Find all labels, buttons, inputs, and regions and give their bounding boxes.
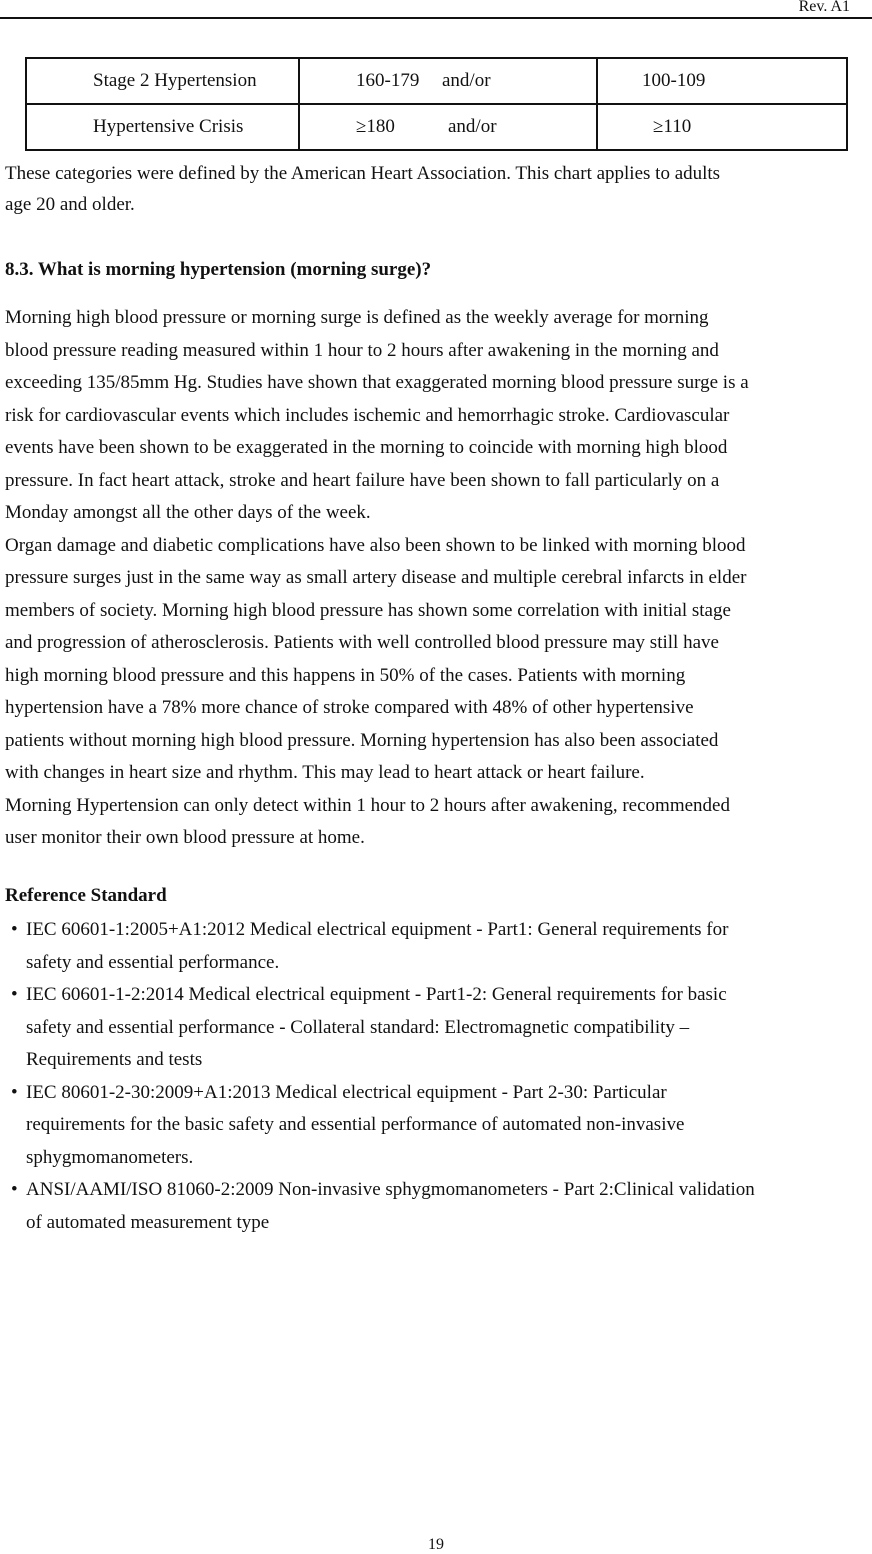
paragraph-line: Organ damage and diabetic complications have also been shown to be linked with morning blood — [5, 534, 746, 556]
header-rule — [0, 17, 872, 19]
paragraph-line: events have been shown to be exaggerated in the morning to coincide with morning high blood — [5, 437, 728, 458]
paragraph-line: with changes in heart size and rhythm. This may lead to heart attack or heart failure. — [5, 762, 645, 783]
reference-item — [5, 1174, 755, 1239]
reference-line: Requirements and tests — [26, 1049, 203, 1070]
section-body — [5, 302, 749, 855]
reference-heading: Reference Standard — [5, 885, 167, 906]
category-cell: Hypertensive Crisis — [26, 104, 299, 150]
paragraph-line: exceeding 135/85mm Hg. Studies have shown that exaggerated morning blood pressure surge is a — [5, 372, 749, 393]
reference-item — [5, 979, 755, 1077]
reference-line: requirements for the basic safety and essential performance of automated non-invasive — [26, 1114, 685, 1135]
reference-line: IEC 80601-2-30:2009+A1:2013 Medical electrical equipment - Part 2-30: Particular — [26, 1081, 667, 1103]
diastolic-cell: 100-109 — [597, 58, 847, 104]
diastolic-cell: ≥110 — [597, 104, 847, 150]
bp-category-table — [25, 57, 848, 151]
reference-line: IEC 60601-1-2:2014 Medical electrical equipment - Part1-2: General requirements for basic — [26, 984, 727, 1005]
reference-line: safety and essential performance. — [26, 951, 280, 973]
paragraph-line: patients without morning high blood pressure. Morning hypertension has also been associated — [5, 729, 719, 751]
paragraph-line: members of society. Morning high blood pressure has shown some correlation with initial stage — [5, 599, 731, 621]
category-cell: Stage 2 Hypertension — [26, 58, 299, 104]
paragraph-line: and progression of atherosclerosis. Patients with well controlled blood pressure may still have — [5, 632, 719, 653]
paragraph-line: hypertension have a 78% more chance of stroke compared with 48% of other hypertensive — [5, 697, 694, 718]
reference-line: safety and essential performance - Collateral standard: Electromagnetic compatibility – — [26, 1016, 690, 1038]
paragraph-line: pressure. In fact heart attack, stroke and heart failure have been shown to fall particularly on a — [5, 469, 720, 491]
bullet-icon: • — [11, 919, 18, 940]
paragraph-line: blood pressure reading measured within 1 hour to 2 hours after awakening in the morning and — [5, 339, 719, 361]
reference-item — [5, 1077, 755, 1175]
systolic-value: 160-179 — [356, 70, 420, 91]
reference-list — [5, 914, 755, 1239]
reference-line: of automated measurement type — [26, 1211, 270, 1233]
conjunction: and/or — [442, 70, 491, 91]
reference-line: ANSI/AAMI/ISO 81060-2:2009 Non-invasive sphygmomanometers - Part 2:Clinical validation — [26, 1179, 755, 1200]
reference-item — [5, 914, 755, 979]
note-line: age 20 and older. — [5, 194, 135, 215]
systolic-value: ≥180 — [356, 116, 395, 137]
bullet-icon: • — [11, 1179, 18, 1200]
reference-line: IEC 60601-1:2005+A1:2012 Medical electrical equipment - Part1: General requirements for — [26, 919, 729, 940]
systolic-cell — [299, 104, 597, 150]
note-line: These categories were defined by the American Heart Association. This chart applies to adults — [5, 163, 721, 184]
page-number: 19 — [428, 1536, 444, 1553]
systolic-cell — [299, 58, 597, 104]
paragraph-line: high morning blood pressure and this happens in 50% of the cases. Patients with morning — [5, 664, 686, 686]
paragraph-line: pressure surges just in the same way as small artery disease and multiple cerebral infarcts in elder — [5, 567, 747, 588]
paragraph-line: user monitor their own blood pressure at home. — [5, 827, 365, 848]
paragraph-line: Monday amongst all the other days of the week. — [5, 502, 371, 523]
table-note — [5, 158, 720, 220]
paragraph-line: risk for cardiovascular events which includes ischemic and hemorrhagic stroke. Cardiovascular — [5, 404, 730, 426]
paragraph-line: Morning Hypertension can only detect within 1 hour to 2 hours after awakening, recommended — [5, 794, 730, 816]
bullet-icon: • — [11, 1081, 18, 1103]
reference-line: sphygmomanometers. — [26, 1146, 194, 1168]
revision-label: Rev. A1 — [798, 0, 850, 15]
paragraph-line: Morning high blood pressure or morning surge is defined as the weekly average for morning — [5, 307, 709, 328]
bullet-icon: • — [11, 984, 18, 1005]
conjunction: and/or — [448, 116, 497, 137]
section-heading: 8.3. What is morning hypertension (morning surge)? — [5, 259, 432, 280]
table-row — [26, 58, 847, 104]
table-row — [26, 104, 847, 150]
